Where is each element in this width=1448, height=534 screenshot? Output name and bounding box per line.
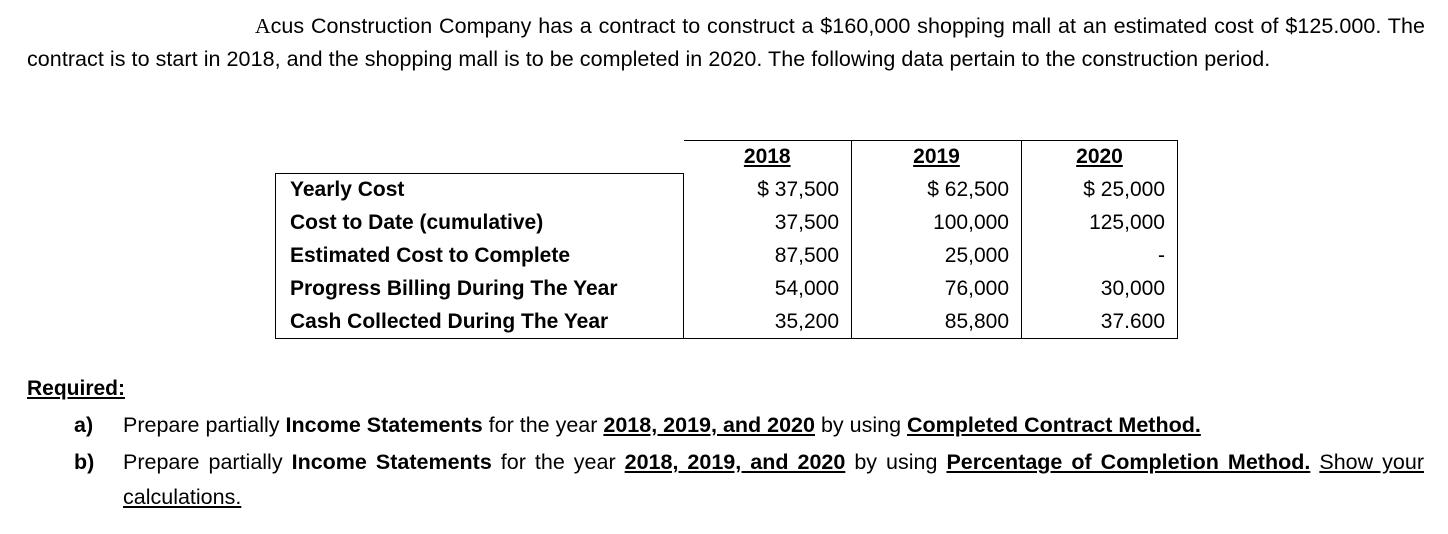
years-emphasis: 2018, 2019, and 2020	[624, 450, 846, 474]
table-row	[276, 273, 1178, 306]
years-emphasis: 2018, 2019, and 2020	[603, 413, 815, 437]
cell-value: 125,000	[1022, 207, 1178, 240]
cell-value: 76,000	[852, 273, 1022, 306]
method-emphasis: Percentage of Completion Method.	[946, 450, 1311, 474]
cell-value: 37.600	[1022, 306, 1178, 339]
intro-rest: $125.000. The contract is to start in 2018, and the shopping mall is to be completed in 2020. The following data pertain to the construction period.	[27, 14, 1426, 71]
cell-value: 87,500	[684, 240, 852, 273]
row-label: Cash Collected During The Year	[276, 306, 684, 339]
table-header-row	[276, 141, 1178, 174]
requirement-a: a) Prepare partially Income Statements for the year 2018, 2019, and 2020 by using Completed Contract Method.	[74, 408, 1424, 443]
table-row	[276, 240, 1178, 273]
table-row	[276, 306, 1178, 339]
problem-intro-paragraph	[27, 10, 1425, 76]
cell-value: 37,500	[684, 207, 852, 240]
table-row	[276, 174, 1178, 207]
requirement-marker: b)	[74, 450, 95, 474]
requirement-marker: a)	[74, 413, 94, 437]
method-emphasis: Completed Contract Method.	[907, 413, 1201, 437]
intro-first-line: cus Construction Company has a contract to construct a $160,000 shopping mall at an estimated cost of	[270, 14, 1279, 38]
cell-value: 30,000	[1022, 273, 1178, 306]
year-header-2018: 2018	[684, 141, 852, 174]
row-label: Yearly Cost	[276, 174, 684, 207]
year-header-2019: 2019	[852, 141, 1022, 174]
cell-value: $ 25,000	[1022, 174, 1178, 207]
row-label: Progress Billing During The Year	[276, 273, 684, 306]
cell-value: 25,000	[852, 240, 1022, 273]
cell-value: 54,000	[684, 273, 852, 306]
cell-value: $ 37,500	[684, 174, 852, 207]
cell-value: 35,200	[684, 306, 852, 339]
cell-value: $ 62,500	[852, 174, 1022, 207]
cell-value: -	[1022, 240, 1178, 273]
calculation-note: Show your calculations.	[123, 450, 1424, 509]
year-header-2020: 2020	[1022, 141, 1178, 174]
table-row	[276, 207, 1178, 240]
row-label: Estimated Cost to Complete	[276, 240, 684, 273]
cell-value: 85,800	[852, 306, 1022, 339]
requirement-b: b) Prepare partially Income Statements for the year 2018, 2019, and 2020 by using Percentage of Completion Method. Show your calculations.	[74, 445, 1424, 515]
cell-value: 100,000	[852, 207, 1022, 240]
required-heading: Required:	[27, 377, 126, 400]
company-name-initial: A	[255, 14, 271, 38]
construction-data-table	[275, 140, 1178, 339]
row-label: Cost to Date (cumulative)	[276, 207, 684, 240]
